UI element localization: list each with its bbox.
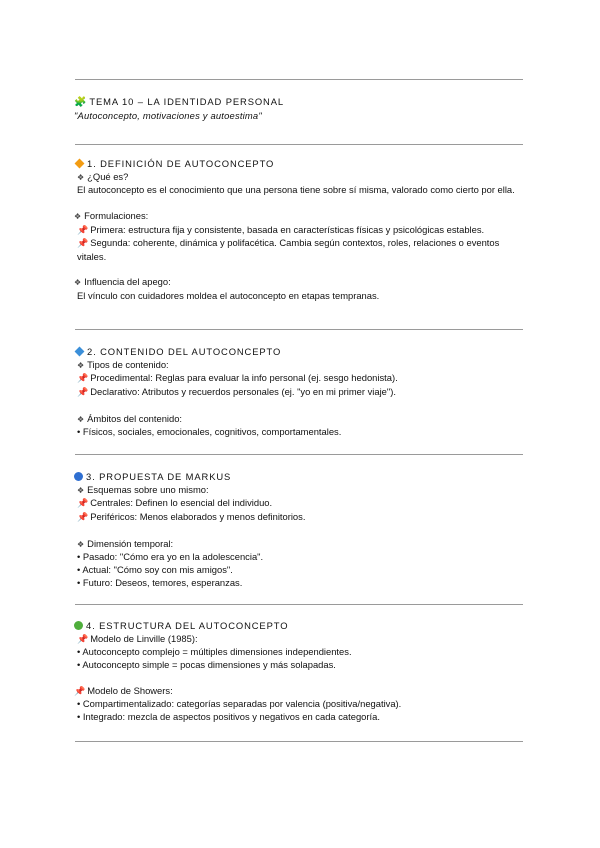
green-circle-icon — [74, 621, 83, 630]
list-item: 📌 Declarativo: Atributos y recuerdos personales (ej. "yo en mi primer viaje"). — [77, 386, 396, 399]
section-heading: 3. PROPUESTA DE MARKUS — [74, 471, 530, 484]
section-contenido — [74, 346, 530, 439]
paragraph: El vínculo con cuidadores moldea el autoconcepto en etapas tempranas. — [77, 290, 380, 301]
pushpin-icon: 📌 — [77, 225, 89, 236]
list-item: ❖ Esquemas sobre uno mismo: — [77, 483, 209, 495]
list-item: 📌 Modelo de Linville (1985): — [77, 632, 198, 645]
bullet-icon: ❖ — [74, 278, 82, 288]
pushpin-icon: 📌 — [77, 499, 89, 510]
divider — [75, 329, 523, 330]
orange-diamond-icon — [75, 159, 85, 169]
list-item: 📌 Segunda: coherente, dinámica y polifacética. Cambia según contextos, roles, relaciones o eventos vitales. — [77, 237, 500, 262]
divider — [75, 79, 523, 80]
puzzle-icon: 🧩 — [74, 97, 88, 108]
pushpin-icon: 📌 — [77, 374, 89, 385]
pushpin-icon: 📌 — [74, 686, 86, 697]
pushpin-icon: 📌 — [77, 634, 89, 645]
bullet-icon: ❖ — [74, 211, 82, 221]
section-markus — [74, 471, 530, 589]
list-item: • Autoconcepto complejo = múltiples dimensiones independientes. — [77, 646, 352, 658]
blue-diamond-icon — [75, 347, 85, 357]
section-heading: 2. CONTENIDO DEL AUTOCONCEPTO — [74, 346, 530, 359]
blue-circle-icon — [74, 472, 83, 481]
pushpin-icon: 📌 — [77, 513, 89, 524]
divider — [75, 741, 523, 742]
list-item: • Autoconcepto simple = pocas dimensiones y más solapadas. — [77, 659, 336, 671]
list-item: ❖ ¿Qué es? — [77, 170, 129, 182]
list-item: ❖ Formulaciones: — [74, 209, 149, 221]
bullet-icon: ❖ — [77, 172, 85, 182]
paragraph: El autoconcepto es el conocimiento que una persona tiene sobre sí misma, valorado como cierto por ella. — [77, 184, 515, 196]
bullet-icon: ❖ — [77, 414, 85, 424]
bullet-icon: ❖ — [77, 485, 85, 495]
list-item: • Físicos, sociales, emocionales, cognitivos, comportamentales. — [77, 426, 342, 438]
section-heading: 1. DEFINICIÓN DE AUTOCONCEPTO — [74, 158, 530, 171]
list-item: • Futuro: Deseos, temores, esperanzas. — [77, 576, 243, 588]
section-heading: 4. ESTRUCTURA DEL AUTOCONCEPTO — [74, 620, 530, 633]
list-item: 📌 Procedimental: Reglas para evaluar la info personal (ej. sesgo hedonista). — [77, 372, 398, 385]
divider — [75, 144, 523, 145]
section-definicion — [74, 158, 530, 303]
header-section — [74, 96, 530, 122]
pushpin-icon: 📌 — [77, 239, 89, 250]
list-item: ❖ Dimensión temporal: — [77, 537, 174, 549]
page-title: 🧩 TEMA 10 – LA IDENTIDAD PERSONAL — [74, 96, 284, 108]
list-item: 📌 Centrales: Definen lo esencial del individuo. — [77, 497, 273, 510]
list-item: 📌 Modelo de Showers: — [74, 684, 173, 697]
section-estructura — [74, 620, 530, 724]
bullet-icon: ❖ — [77, 360, 85, 370]
list-item: ❖ Influencia del apego: — [74, 276, 171, 288]
list-item: • Compartimentalizado: categorías separadas por valencia (positiva/negativa). — [77, 698, 402, 710]
list-item: • Integrado: mezcla de aspectos positivos y negativos en cada categoría. — [77, 710, 380, 722]
list-item: ❖ Tipos de contenido: — [77, 358, 169, 370]
page-subtitle: "Autoconcepto, motivaciones y autoestima" — [74, 109, 262, 121]
pushpin-icon: 📌 — [77, 388, 89, 399]
list-item: • Pasado: "Cómo era yo en la adolescencia". — [77, 551, 264, 563]
divider — [75, 454, 523, 455]
bullet-icon: ❖ — [77, 539, 85, 549]
divider — [75, 604, 523, 605]
list-item: 📌 Primera: estructura fija y consistente, basada en características físicas y psicológicas estables. — [77, 223, 485, 236]
list-item: ❖ Ámbitos del contenido: — [77, 412, 183, 424]
list-item: 📌 Periféricos: Menos elaborados y menos definitorios. — [77, 511, 306, 524]
list-item: • Actual: "Cómo soy con mis amigos". — [77, 563, 233, 575]
